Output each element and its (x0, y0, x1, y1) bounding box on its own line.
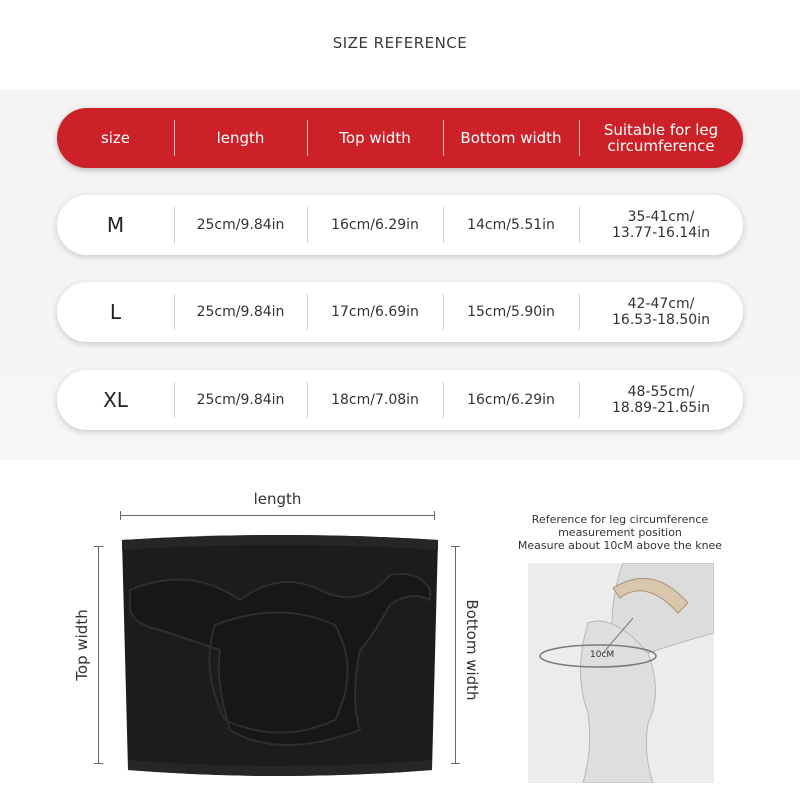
circumference-cell (579, 370, 743, 430)
length-cell: 25cm/9.84in (174, 370, 307, 430)
reference-line-1: Reference for leg circumference (531, 513, 709, 526)
circumference-in: 13.77-16.14in (612, 225, 710, 241)
header-bottom-width: Bottom width (443, 108, 579, 168)
size-cell: L (109, 300, 122, 324)
header-leg-circumference: Suitable for leg circumference (579, 108, 743, 168)
circumference-in: 18.89-21.65in (612, 400, 710, 416)
length-cell: 25cm/9.84in (174, 282, 307, 342)
bottom-width-dimension-line (455, 546, 456, 764)
reference-line-2: measurement position (558, 526, 682, 539)
circumference-cm: 48-55cm/ (627, 384, 695, 400)
circumference-cm: 42-47cm/ (627, 296, 695, 312)
measurement-reference-text (500, 513, 740, 552)
circumference-cm: 35-41cm/ (627, 209, 695, 225)
header-size: size (100, 129, 131, 147)
reference-line-3: Measure about 10cM above the knee (517, 539, 723, 552)
length-cell: 25cm/9.84in (174, 195, 307, 255)
top-width-cell: 17cm/6.69in (307, 282, 443, 342)
leg-illustration (528, 563, 714, 783)
size-cell: XL (103, 388, 128, 412)
circumference-cell (579, 282, 743, 342)
page-title: SIZE REFERENCE (332, 34, 468, 52)
leg-measurement-image (528, 563, 714, 783)
top-width-dimension-label: Top width (73, 609, 91, 681)
top-width-dimension-line (98, 546, 99, 764)
length-dimension-label: length (253, 490, 302, 508)
bottom-width-cell: 16cm/6.29in (443, 370, 579, 430)
header-top-width: Top width (307, 108, 443, 168)
length-dimension-line (120, 515, 435, 516)
size-cell: M (106, 213, 125, 237)
header-length: length (174, 108, 307, 168)
top-width-cell: 18cm/7.08in (307, 370, 443, 430)
knee-sleeve-image (120, 530, 440, 780)
bottom-width-cell: 15cm/5.90in (443, 282, 579, 342)
table-header-row (57, 108, 743, 168)
circumference-in: 16.53-18.50in (612, 312, 710, 328)
bottom-width-cell: 14cm/5.51in (443, 195, 579, 255)
table-row (57, 282, 743, 342)
table-row (57, 195, 743, 255)
table-row (57, 370, 743, 430)
circumference-cell (579, 195, 743, 255)
size-table (0, 90, 800, 460)
top-width-cell: 16cm/6.29in (307, 195, 443, 255)
bottom-width-dimension-label: Bottom width (463, 599, 481, 701)
tape-label: 10cM (590, 650, 615, 660)
